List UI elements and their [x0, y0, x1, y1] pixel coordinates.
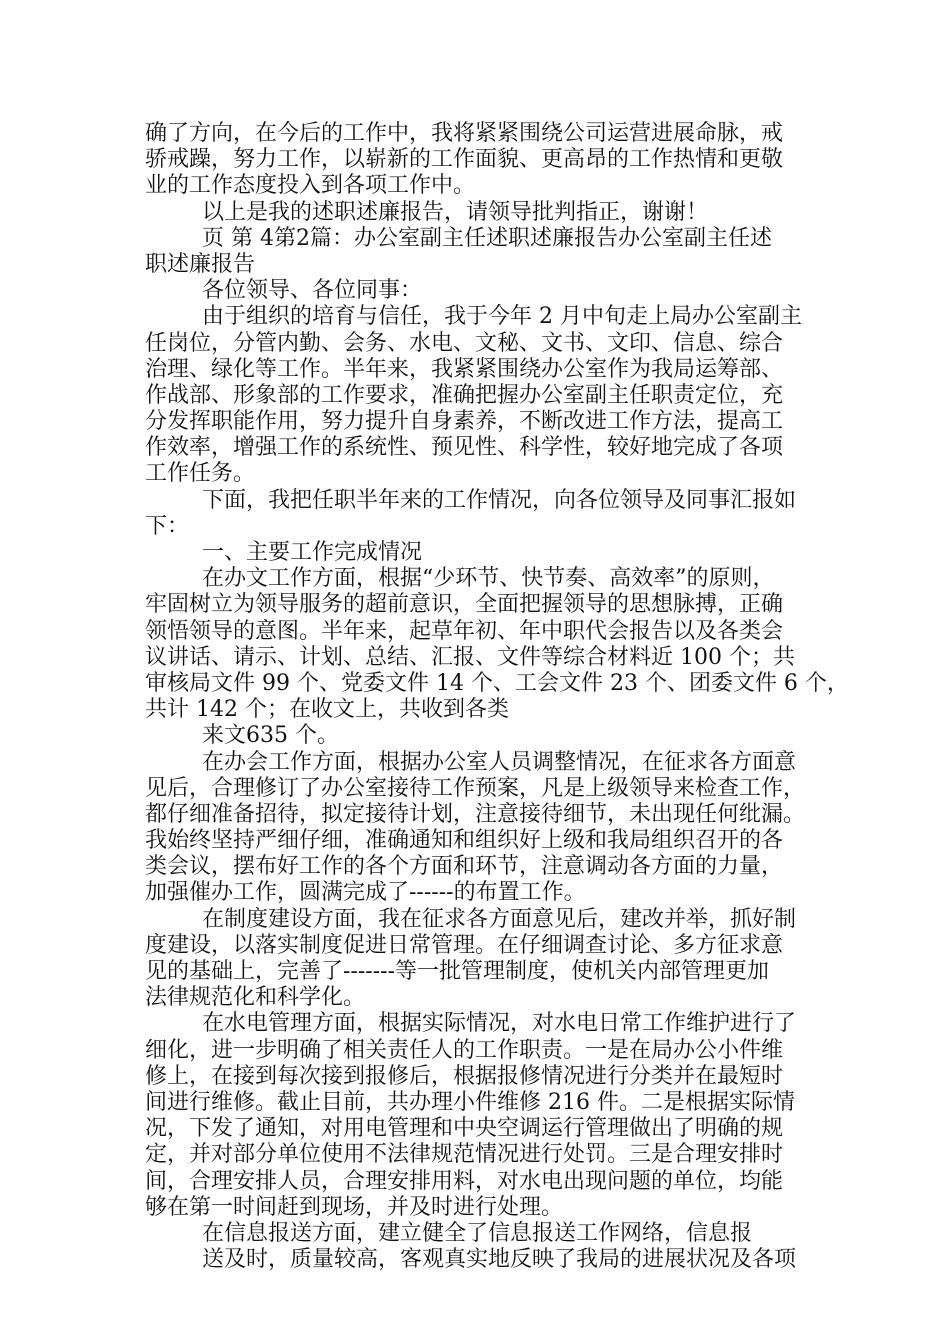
text-line: 见后，合理修订了办公室接待工作预案，凡是上级领导来检查工作， [145, 775, 806, 801]
text-line: 在办文工作方面，根据“少环节、快节奏、高效率”的原则， [202, 566, 775, 592]
text-line: 任岗位，分管内勤、会务、水电、文秘、文书、文印、信息、综合 [145, 330, 784, 356]
text-line: 我始终坚持严细仔细，准确通知和组织好上级和我局组织召开的各 [145, 828, 784, 854]
text-line: 在办会工作方面，根据办公室人员调整情况，在征求各方面意 [202, 749, 797, 775]
text-line: 领悟领导的意图。半年来，起草年初、年中职代会报告以及各类会 [145, 618, 784, 644]
text-line: 职述廉报告 [145, 251, 256, 277]
text-line: 共计 142 个；在收文上，共收到各类 [145, 697, 509, 723]
text-line: 类会议，摆布好工作的各个方面和环节，注意调动各方面的力量， [145, 854, 784, 880]
text-line: 分发挥职能作用，努力提升自身素养，不断改进工作方法，提高工 [145, 409, 784, 435]
text-line: 作效率，增强工作的系统性、预见性、科学性，较好地完成了各项 [145, 435, 784, 461]
text-line: 送及时，质量较高，客观真实地反映了我局的进展状况及各项 [202, 1247, 797, 1273]
text-line: 度建设，以落实制度促进日常管理。在仔细调查讨论、多方征求意 [145, 932, 784, 958]
text-line: 作战部、形象部的工作要求，准确把握办公室副主任职责定位，充 [145, 382, 784, 408]
text-line: 下： [145, 513, 190, 539]
text-line: 审核局文件 99 个、党委文件 14 个、工会文件 23 个、团委文件 6 个， [145, 670, 849, 696]
text-line: 来文635 个。 [202, 723, 339, 749]
text-line: 骄戒躁，努力工作，以崭新的工作面貌、更高昂的工作热情和更敬 [145, 147, 784, 173]
text-line: 工作任务。 [145, 461, 256, 487]
text-line: 议讲话、请示、计划、总结、汇报、文件等综合材料近 100 个；共 [145, 644, 795, 670]
text-line: 牢固树立为领导服务的超前意识，全面把握领导的思想脉搏，正确 [145, 592, 784, 618]
text-line: 确了方向，在今后的工作中，我将紧紧围绕公司运营进展命脉，戒 [145, 121, 784, 146]
text-line: 定，并对部分单位使用不法律规范情况进行处罚。三是合理安排时 [145, 1142, 784, 1168]
text-line: 一、主要工作完成情况 [202, 540, 423, 565]
text-line: 页 第 4第2篇：办公室副主任述职述廉报告办公室副主任述 [202, 225, 772, 251]
text-line: 修上，在接到每次接到报修后，根据报修情况进行分类并在最短时 [145, 1063, 784, 1089]
text-line: 够在第一时间赶到现场，并及时进行处理。 [145, 1194, 564, 1220]
text-line: 都仔细准备招待，拟定接待计划，注意接待细节，未出现任何纰漏。 [145, 801, 806, 827]
text-line: 细化，进一步明确了相关责任人的工作职责。一是在局办公小件维 [145, 1037, 784, 1063]
text-line: 在水电管理方面，根据实际情况，对水电日常工作维护进行了 [202, 1011, 797, 1037]
text-line: 业的工作态度投入到各项工作中。 [145, 173, 476, 199]
text-line: 况，下发了通知，对用电管理和中央空调运行管理做出了明确的规 [145, 1116, 784, 1142]
text-line: 以上是我的述职述廉报告，请领导批判指正，谢谢！ [202, 199, 709, 225]
text-line: 加强催办工作，圆满完成了------的布置工作。 [145, 880, 586, 906]
text-line: 各位领导、各位同事： [202, 278, 423, 304]
text-line: 见的基础上，完善了-------等一批管理制度，使机关内部管理更加 [145, 959, 770, 984]
text-line: 治理、绿化等工作。半年来，我紧紧围绕办公室作为我局运筹部、 [145, 356, 784, 382]
text-line: 法律规范化和科学化。 [145, 985, 366, 1011]
text-line: 下面，我把任职半年来的工作情况，向各位领导及同事汇报如 [202, 487, 797, 513]
text-line: 间，合理安排人员，合理安排用料，对水电出现问题的单位，均能 [145, 1168, 784, 1194]
text-line: 间进行维修。截止目前，共办理小件维修 216 件。二是根据实际情 [145, 1089, 795, 1115]
text-line: 由于组织的培育与信任，我于今年 2 月中旬走上局办公室副主 [202, 304, 802, 330]
document-body [145, 121, 849, 1273]
text-line: 在制度建设方面，我在征求各方面意见后，建改并举，抓好制 [202, 906, 797, 932]
text-line: 在信息报送方面，建立健全了信息报送工作网络，信息报 [202, 1220, 753, 1246]
